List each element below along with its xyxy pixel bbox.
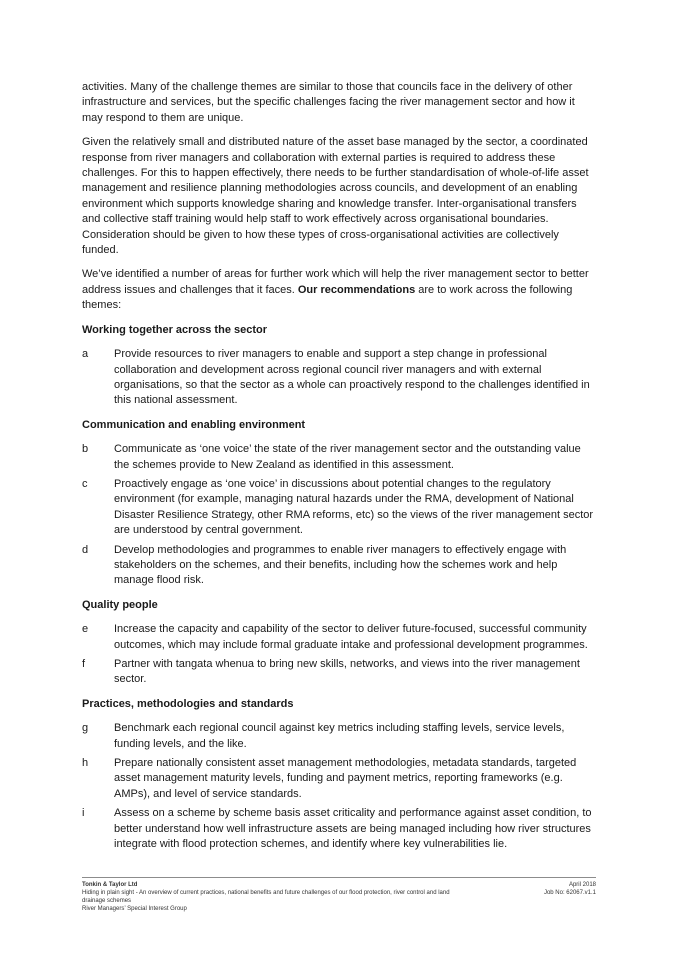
item-text: Benchmark each regional council against key metrics including staffing levels, service levels, funding levels, and the like. bbox=[114, 722, 565, 750]
section-practices bbox=[82, 697, 597, 853]
footer-job-number: Job No: 62067.v1.1 bbox=[543, 890, 596, 896]
item-letter: f bbox=[82, 658, 86, 670]
item-letter: a bbox=[82, 348, 89, 361]
list-item bbox=[82, 721, 597, 752]
item-text: Communicate as ‘one voice’ the state of the river management sector and the outstanding value the schemes provide to New Zealand as identified in this assessment. bbox=[114, 443, 581, 471]
page-footer bbox=[82, 881, 596, 913]
paragraph-3 bbox=[82, 267, 597, 313]
list-item bbox=[82, 806, 597, 852]
section-heading: Quality people bbox=[82, 598, 158, 611]
item-text: Proactively engage as ‘one voice’ in discussions about potential changes to the regulatory environment (for example, managing natural hazards under the RMA, development of National Disaster Resilience Strategy, other RMA reforms, etc) so the views of the river management sector are understood by central government. bbox=[114, 477, 594, 537]
footer-right bbox=[544, 881, 596, 897]
item-text: Develop methodologies and programmes to enable river managers to effectively engage with stakeholders on the schemes, and their benefits, including how the schemes work and help manage flood risk. bbox=[114, 543, 567, 587]
list-item bbox=[82, 622, 597, 653]
list-item bbox=[82, 442, 597, 473]
item-text: Prepare nationally consistent asset management methodologies, metadata standards, targeted asset management maturity levels, funding and payment metrics, reporting frameworks (e.g. AMPs), and level of service standards. bbox=[114, 757, 577, 800]
footer-left bbox=[82, 881, 462, 913]
item-letter: d bbox=[82, 543, 89, 556]
section-communication bbox=[82, 418, 597, 589]
list-item bbox=[82, 657, 597, 688]
section-quality-people bbox=[82, 598, 597, 688]
paragraph-3-start: We’ve identified a number of areas for further work which will help the river management sector to better address issues and challenges that it faces. bbox=[82, 268, 589, 296]
list-item bbox=[82, 543, 597, 589]
item-letter: g bbox=[82, 722, 89, 735]
footer-client: River Managers’ Special Interest Group bbox=[82, 906, 187, 912]
list-item bbox=[82, 756, 597, 802]
section-working-together bbox=[82, 323, 597, 409]
paragraph-2: Given the relatively small and distributed nature of the asset base managed by the sector, a coordinated response from river managers and collaboration with external parties is required to address these challenges. For this to happen effectively, there needs to be further standardisation of whole-of-life asset management and resilience planning methodologies across councils, and development of an enabling environment which supports knowledge sharing and knowledge transfer. Inter-organisational transfers and collective staff training would help staff to work effectively across organisational boundaries. Consideration should be given to how these types of cross-organisational activities are collectively funded. bbox=[82, 136, 589, 257]
item-text: Assess on a scheme by scheme basis asset criticality and performance against asset condition, to better understand how well infrastructure assets are being managed including how river structures integrate with flood protection schemes, and identify where key vulnerabilities lie. bbox=[114, 807, 592, 851]
section-heading: Practices, methodologies and standards bbox=[82, 697, 294, 710]
item-letter: h bbox=[82, 757, 89, 770]
item-letter: b bbox=[82, 443, 89, 456]
recommendations-emphasis: Our recommendations bbox=[297, 283, 416, 296]
item-text: Provide resources to river managers to enable and support a step change in professional collaboration and development across regional council river managers and with external organisations, so that the sector as a whole can proactively respond to the challenges identified in this national assessment. bbox=[114, 348, 590, 407]
list-item bbox=[82, 347, 597, 409]
section-heading: Communication and enabling environment bbox=[82, 418, 306, 431]
item-letter: e bbox=[82, 623, 89, 636]
list-item bbox=[82, 477, 597, 539]
item-letter: i bbox=[82, 807, 85, 820]
item-text: Increase the capacity and capability of the sector to deliver future-focused, successful community outcomes, which may include formal graduate intake and professional development programmes. bbox=[114, 623, 588, 651]
section-heading: Working together across the sector bbox=[82, 323, 268, 336]
footer-organisation: Tonkin & Taylor Ltd bbox=[82, 882, 138, 888]
footer-date: April 2018 bbox=[568, 882, 596, 888]
item-text: Partner with tangata whenua to bring new skills, networks, and views into the river management sector. bbox=[114, 658, 580, 686]
footer-divider bbox=[82, 877, 596, 878]
footer-report-title: Hiding in plain sight - An overview of current practices, national benefits and future challenges of our flood protection, river control and land drainage schemes bbox=[82, 890, 450, 904]
item-letter: c bbox=[82, 477, 88, 490]
document-body bbox=[82, 80, 597, 856]
paragraph-3-end: are to work across the following themes: bbox=[82, 283, 573, 312]
paragraph-1: activities. Many of the challenge themes are similar to those that councils face in the delivery of other infrastructure and services, but the specific challenges facing the river management sector and how it may respond to them are unique. bbox=[82, 81, 575, 124]
